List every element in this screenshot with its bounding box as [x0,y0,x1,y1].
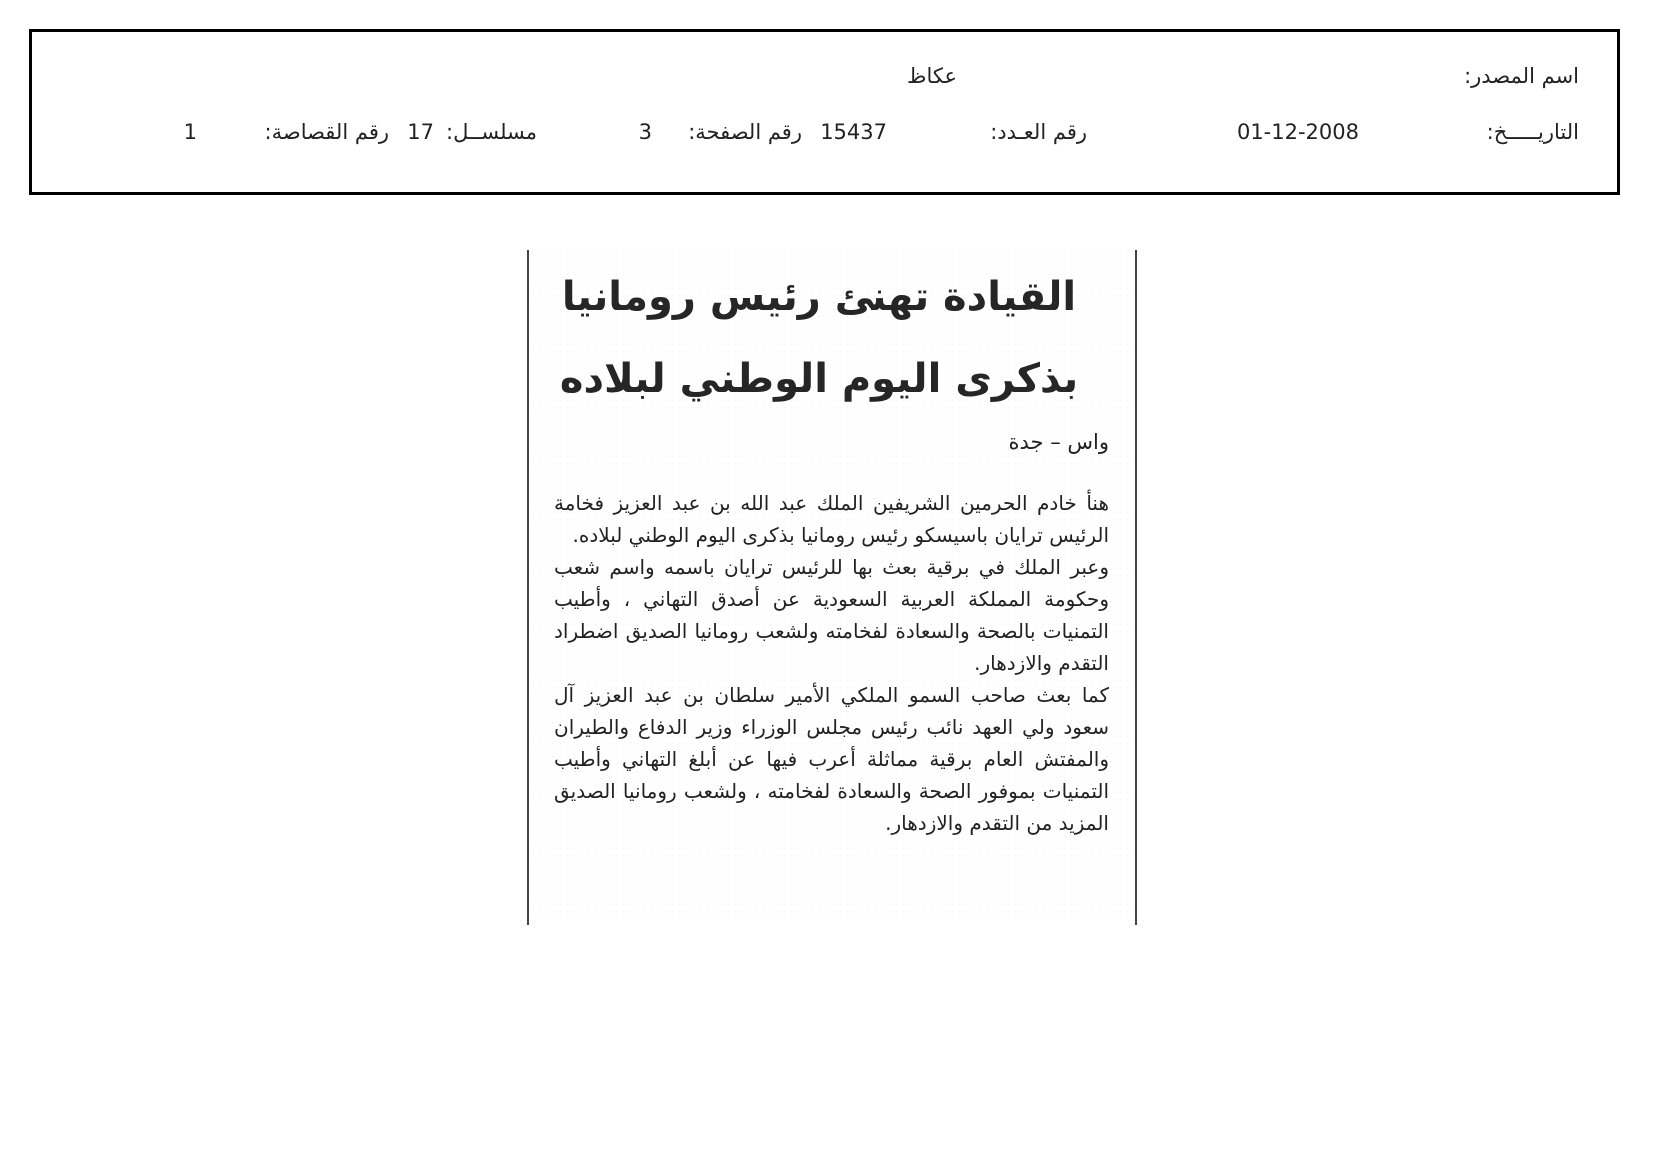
serial-label: مسلســل: [446,120,537,144]
issue-label: رقم العـدد: [990,120,1087,144]
article-dateline: واس – جدة [1008,430,1109,454]
issue-value: 15437 [820,120,887,144]
source-label: اسم المصدر: [1464,64,1579,88]
page-value: 3 [638,120,652,144]
article-paragraph-3: كما بعث صاحب السمو الملكي الأمير سلطان بن عبد العزيز آل سعود ولي العهد نائب رئيس مجلس الوزراء وزير الدفاع والطيران والمفتش العام برقية مماثلة أعرب فيها عن أبلغ التهاني وأطيب التمنيات بموفور الصحة والسعادة لفخامته ، ولشعب رومانيا الصديق المزيد من التقدم والازدهار. [554,683,1109,835]
date-label: التاريـــــخ: [1486,120,1579,144]
source-value: عكاظ [907,64,957,88]
headline-line-1: القيادة تهنئ رئيس رومانيا [561,274,1077,320]
clipping-metadata-box [29,29,1620,195]
clip-value: 1 [183,120,197,144]
page-label: رقم الصفحة: [688,120,802,144]
article-headline [559,256,1079,420]
article-body [554,487,1109,839]
date-value: 01-12-2008 [1236,120,1359,144]
headline-line-2: بذكرى اليوم الوطني لبلاده [559,356,1079,402]
article-paragraph-2: وعبر الملك في برقية بعث بها للرئيس ترايان باسمه واسم شعب وحكومة المملكة العربية السعودية عن أصدق التهاني ، وأطيب التمنيات بالصحة والسعادة لفخامته ولشعب رومانيا الصديق اضطراد التقدم والازدهار. [554,555,1109,675]
serial-value: 17 [407,120,434,144]
article-paragraph-1: هنأ خادم الحرمين الشريفين الملك عبد الله بن عبد العزيز فخامة الرئيس ترايان باسيسكو رئيس رومانيا بذكرى اليوم الوطني لبلاده. [554,491,1109,547]
newspaper-clipping [527,250,1137,925]
clip-label: رقم القصاصة: [264,120,389,144]
